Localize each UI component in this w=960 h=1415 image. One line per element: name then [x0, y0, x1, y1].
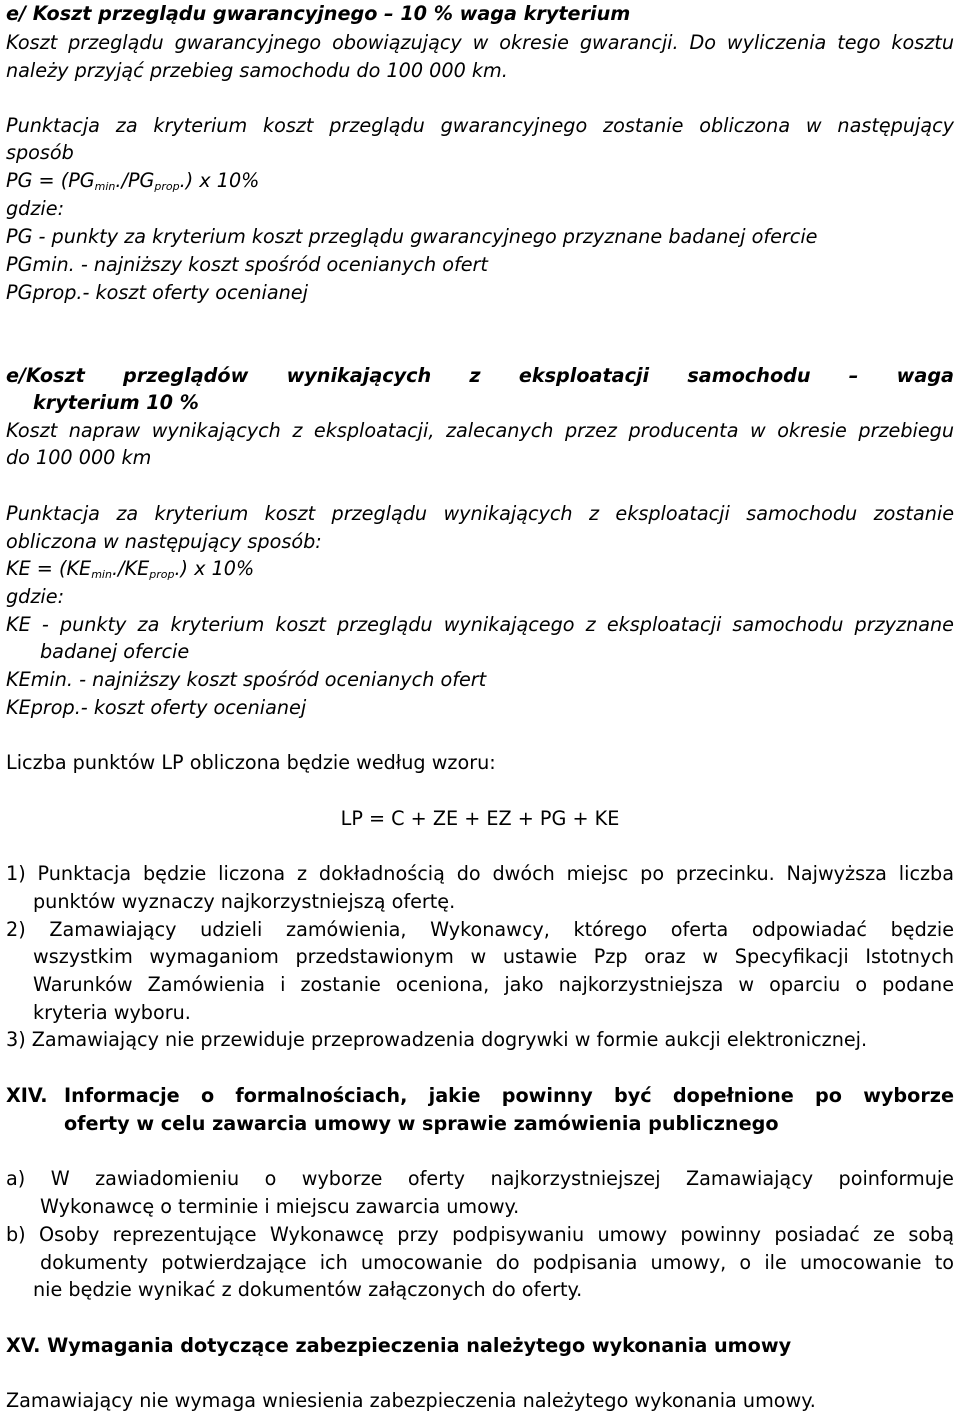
lp-intro: Liczba punktów LP obliczona będzie według wzoru:: [6, 751, 496, 774]
ke-def-points-line2: badanej ofercie: [40, 640, 190, 663]
ke-heading-line2: kryterium 10 %: [33, 391, 199, 414]
ke-formula-sub-min: min: [91, 568, 112, 581]
lp-item2-line4: kryteria wyboru.: [33, 1001, 191, 1024]
ke-formula-prefix: KE = (KE: [6, 557, 92, 580]
xiv-item-b-line3: nie będzie wynikać z dokumentów załączonych do oferty.: [33, 1278, 583, 1301]
ke-formula-suffix: .) x 10%: [174, 557, 255, 580]
lp-formula: LP = C + ZE + EZ + PG + KE: [340, 807, 620, 830]
pg-where: gdzie:: [6, 197, 65, 220]
pg-heading: e/ Koszt przeglądu gwarancyjnego – 10 % waga kryterium: [6, 2, 631, 25]
pg-def-prop: PGprop.- koszt oferty ocenianej: [6, 281, 308, 304]
ke-formula-sub-prop: prop: [149, 568, 175, 581]
ke-def-points-line1: KE - punkty za kryterium koszt przeglądu wynikającego z eksploatacji samochodu przyznane: [6, 613, 954, 636]
xv-body: Zamawiający nie wymaga wniesienia zabezpieczenia należytego wykonania umowy.: [6, 1389, 816, 1412]
lp-item2-line1: 2) Zamawiający udzieli zamówienia, Wykonawcy, którego oferta odpowiadać będzie: [6, 918, 954, 941]
ke-scoring-line1: Punktacja za kryterium koszt przeglądu wynikających z eksploatacji samochodu zostanie: [6, 502, 954, 525]
xiv-number: XIV.: [6, 1084, 48, 1107]
pg-formula-prefix: PG = (PG: [6, 169, 95, 192]
lp-item2-line2: wszystkim wymaganiom przedstawionym w ustawie Pzp oraz w Specyfikacji Istotnych: [33, 945, 954, 968]
lp-item2-line3: Warunków Zamówienia i zostanie oceniona, jako najkorzystniejsza w oparciu o podane: [33, 973, 954, 996]
ke-heading-line1: e/Koszt przeglądów wynikających z eksploatacji samochodu – waga: [6, 364, 954, 387]
ke-def-min: KEmin. - najniższy koszt spośród ocenianych ofert: [6, 668, 487, 691]
lp-item3: 3) Zamawiający nie przewiduje przeprowadzenia dogrywki w formie aukcji elektronicznej.: [6, 1028, 868, 1051]
pg-desc-line2: należy przyjąć przebieg samochodu do 100 000 km.: [6, 59, 508, 82]
ke-desc-line2: do 100 000 km: [6, 446, 152, 469]
pg-formula: [6, 167, 259, 195]
lp-item1-line1: 1) Punktacja będzie liczona z dokładnością do dwóch miejsc po przecinku. Najwyższa liczba: [6, 862, 954, 885]
pg-formula-sub-min: min: [94, 180, 116, 193]
ke-desc-line1: Koszt napraw wynikających z eksploatacji, zalecanych przez producenta w okresie przebiegu: [6, 419, 954, 442]
ke-scoring-line2: obliczona w następujący sposób:: [6, 530, 322, 553]
pg-formula-sub-prop: prop: [154, 180, 180, 193]
xiv-heading-line1: Informacje o formalnościach, jakie powinny być dopełnione po wyborze: [64, 1084, 954, 1107]
pg-formula-suffix: .) x 10%: [179, 169, 260, 192]
pg-scoring-line1: Punktacja za kryterium koszt przeglądu gwarancyjnego zostanie obliczona w następujący: [6, 114, 954, 137]
xiv-item-a-line2: Wykonawcę o terminie i miejscu zawarcia umowy.: [40, 1195, 520, 1218]
ke-formula: [6, 555, 254, 583]
pg-def-min: PGmin. - najniższy koszt spośród ocenianych ofert: [6, 253, 488, 276]
pg-def-points: PG - punkty za kryterium koszt przeglądu gwarancyjnego przyznane badanej ofercie: [6, 225, 818, 248]
xiv-item-b-line1: b) Osoby reprezentujące Wykonawcę przy podpisywaniu umowy powinny posiadać ze sobą: [6, 1223, 954, 1246]
pg-scoring-line2: sposób: [6, 141, 74, 164]
xv-heading: XV. Wymagania dotyczące zabezpieczenia należytego wykonania umowy: [6, 1334, 792, 1357]
pg-formula-mid: ./PG: [115, 169, 155, 192]
lp-item1-line2: punktów wyznaczy najkorzystniejszą ofertę.: [33, 890, 456, 913]
xiv-item-b-line2: dokumenty potwierdzające ich umocowanie do podpisania umowy, o ile umocowanie to: [40, 1251, 954, 1274]
ke-where: gdzie:: [6, 585, 65, 608]
ke-def-prop: KEprop.- koszt oferty ocenianej: [6, 696, 307, 719]
ke-formula-mid: ./KE: [111, 557, 150, 580]
pg-desc-line1: Koszt przeglądu gwarancyjnego obowiązujący w okresie gwarancji. Do wyliczenia tego kosztu: [6, 31, 954, 54]
xiv-heading-line2: oferty w celu zawarcia umowy w sprawie zamówienia publicznego: [64, 1112, 779, 1135]
xiv-item-a-line1: a) W zawiadomieniu o wyborze oferty najkorzystniejszej Zamawiający poinformuje: [6, 1167, 954, 1190]
